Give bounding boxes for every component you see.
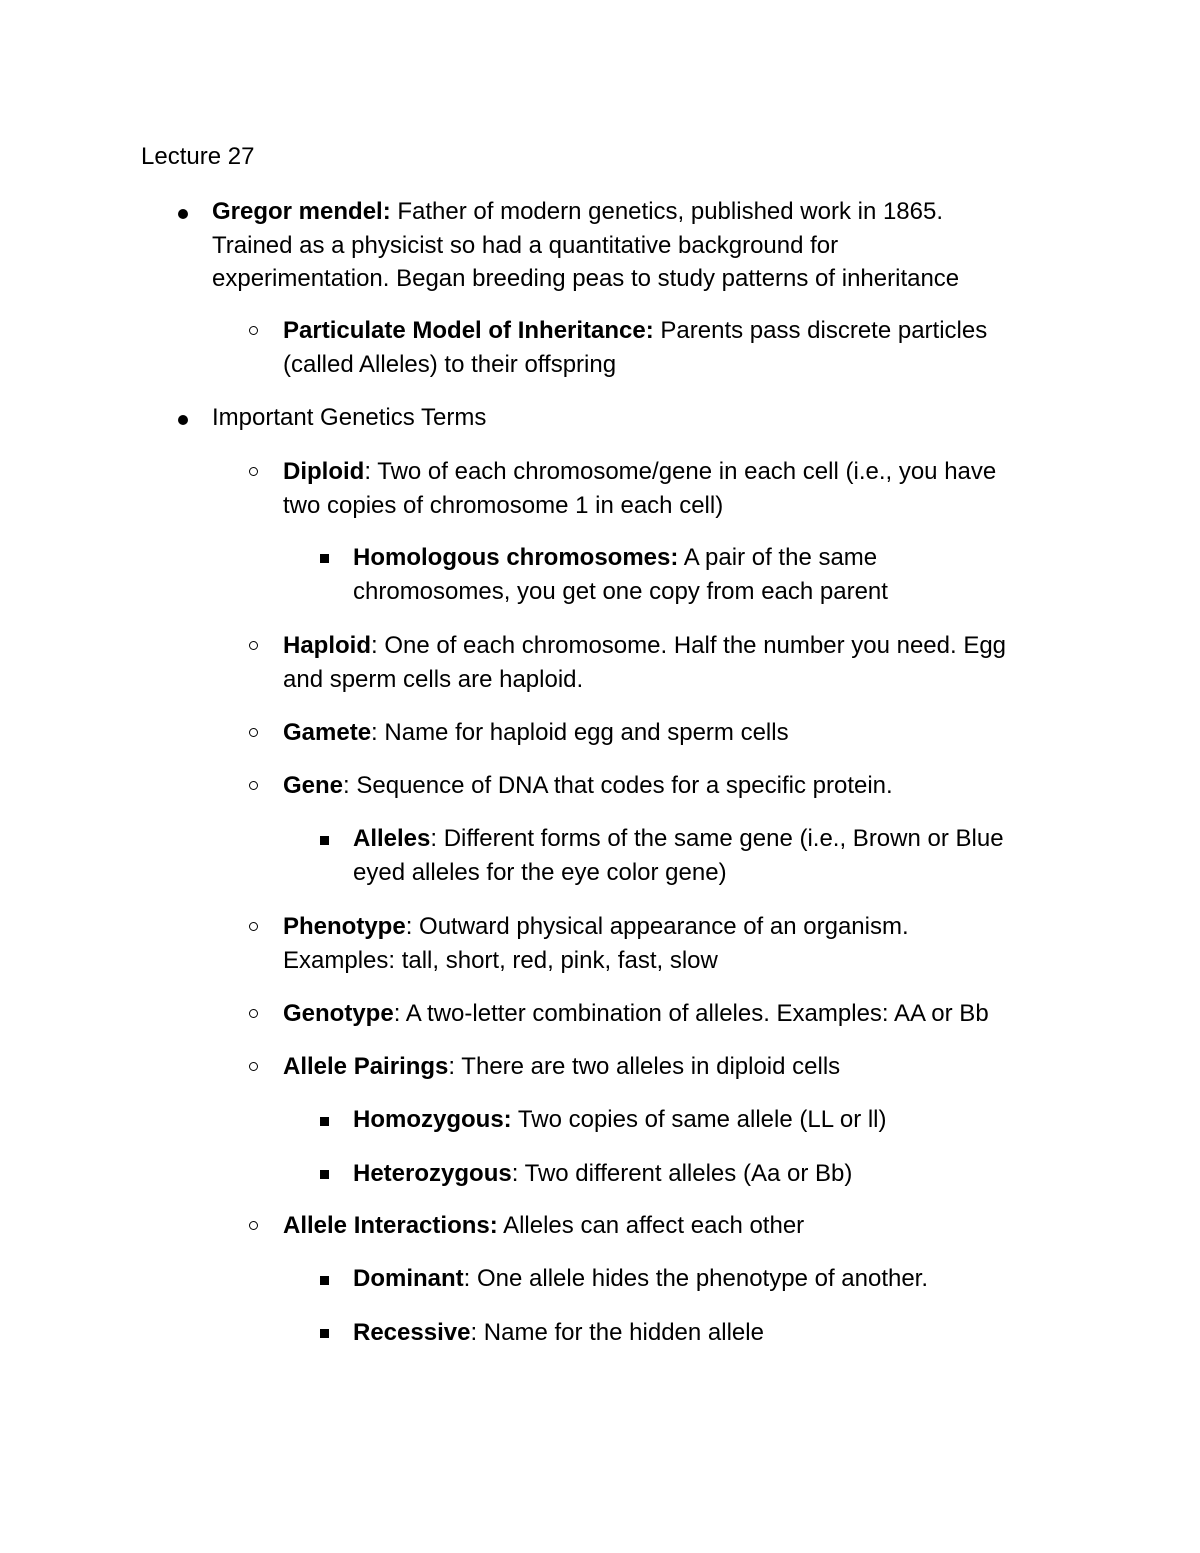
definition-text: : Name for haploid egg and sperm cells xyxy=(371,719,789,746)
circle-bullet-icon xyxy=(249,1221,258,1230)
circle-bullet-icon xyxy=(249,641,258,650)
disc-bullet-icon xyxy=(178,415,188,425)
term-label: Diploid xyxy=(283,458,365,485)
list-item-important-terms xyxy=(212,401,1112,435)
definition-text: eyed alleles for the eye color gene) xyxy=(353,858,727,886)
definition-text: : Name for the hidden allele xyxy=(470,1319,764,1346)
list-item-haploid xyxy=(283,629,1083,696)
term-label: Recessive xyxy=(353,1319,471,1346)
definition-text: : One of each chromosome. Half the number you need. Egg xyxy=(371,632,1007,659)
list-item-heterozygous xyxy=(353,1157,1113,1191)
definition-text: and sperm cells are haploid. xyxy=(283,665,584,693)
definition-text: Trained as a physicist so had a quantitative background for xyxy=(212,231,839,259)
square-bullet-icon xyxy=(320,554,329,563)
definition-text: chromosomes, you get one copy from each parent xyxy=(353,577,888,605)
list-item-dominant xyxy=(353,1262,1113,1296)
definition-text: (called Alleles) to their offspring xyxy=(283,350,617,378)
term-label: Haploid xyxy=(283,632,371,659)
term-label: Homozygous: xyxy=(353,1106,512,1133)
definition-text: : Sequence of DNA that codes for a specific protein. xyxy=(343,772,893,799)
circle-bullet-icon xyxy=(249,922,258,931)
definition-text: : A two-letter combination of alleles. Examples: AA or Bb xyxy=(393,1000,989,1027)
circle-bullet-icon xyxy=(249,1009,258,1018)
list-item-gene xyxy=(283,769,1083,803)
term-label: Gene xyxy=(283,772,344,799)
square-bullet-icon xyxy=(320,1170,329,1179)
definition-text: : Two different alleles (Aa or Bb) xyxy=(511,1160,853,1187)
definition-text: Father of modern genetics, published work in 1865. xyxy=(390,198,944,225)
term-label: Particulate Model of Inheritance: xyxy=(283,317,654,344)
list-item-homozygous xyxy=(353,1103,1113,1137)
definition-text: : Different forms of the same gene (i.e., Brown or Blue xyxy=(430,825,1004,852)
list-item-genotype xyxy=(283,997,1083,1031)
definition-text: : There are two alleles in diploid cells xyxy=(448,1053,841,1080)
disc-bullet-icon xyxy=(178,209,188,219)
term-label: Dominant xyxy=(353,1265,464,1292)
square-bullet-icon xyxy=(320,1117,329,1126)
list-item-gamete xyxy=(283,716,1083,750)
definition-text: Parents pass discrete particles xyxy=(653,317,988,344)
circle-bullet-icon xyxy=(249,326,258,335)
circle-bullet-icon xyxy=(249,728,258,737)
list-item-mendel xyxy=(212,195,1112,296)
term-label: Genotype xyxy=(283,1000,394,1027)
definition-text: Examples: tall, short, red, pink, fast, slow xyxy=(283,946,718,974)
list-item-particulate xyxy=(283,314,1083,381)
heading-text: Important Genetics Terms xyxy=(212,404,487,431)
definition-text: experimentation. Began breeding peas to study patterns of inheritance xyxy=(212,265,960,292)
term-label: Homologous chromosomes: xyxy=(353,544,679,571)
square-bullet-icon xyxy=(320,836,329,845)
definition-text: Alleles can affect each other xyxy=(497,1212,805,1239)
term-label: Gregor mendel: xyxy=(212,198,391,225)
definition-text: two copies of chromosome 1 in each cell) xyxy=(283,491,724,519)
term-label: Allele Pairings xyxy=(283,1053,449,1080)
definition-text: Two copies of same allele (LL or ll) xyxy=(511,1106,887,1133)
square-bullet-icon xyxy=(320,1276,329,1285)
term-label: Phenotype xyxy=(283,913,406,940)
term-label: Alleles xyxy=(353,825,431,852)
list-item-phenotype xyxy=(283,910,1083,977)
definition-text: : One allele hides the phenotype of another. xyxy=(463,1265,929,1292)
square-bullet-icon xyxy=(320,1329,329,1338)
term-label: Heterozygous xyxy=(353,1160,512,1187)
list-item-recessive xyxy=(353,1316,1113,1350)
list-item-alleles xyxy=(353,822,1113,889)
circle-bullet-icon xyxy=(249,467,258,476)
list-item-allele-interactions xyxy=(283,1209,1083,1243)
list-item-homologous xyxy=(353,541,1113,608)
term-label: Allele Interactions: xyxy=(283,1212,498,1239)
circle-bullet-icon xyxy=(249,1062,258,1071)
circle-bullet-icon xyxy=(249,781,258,790)
lecture-title: Lecture 27 xyxy=(141,143,255,170)
definition-text: : Two of each chromosome/gene in each cell (i.e., you have xyxy=(364,458,997,485)
definition-text: A pair of the same xyxy=(678,544,878,571)
term-label: Gamete xyxy=(283,719,372,746)
list-item-allele-pairings xyxy=(283,1050,1083,1084)
list-item-diploid xyxy=(283,455,1083,522)
definition-text: : Outward physical appearance of an organism. xyxy=(405,913,909,940)
